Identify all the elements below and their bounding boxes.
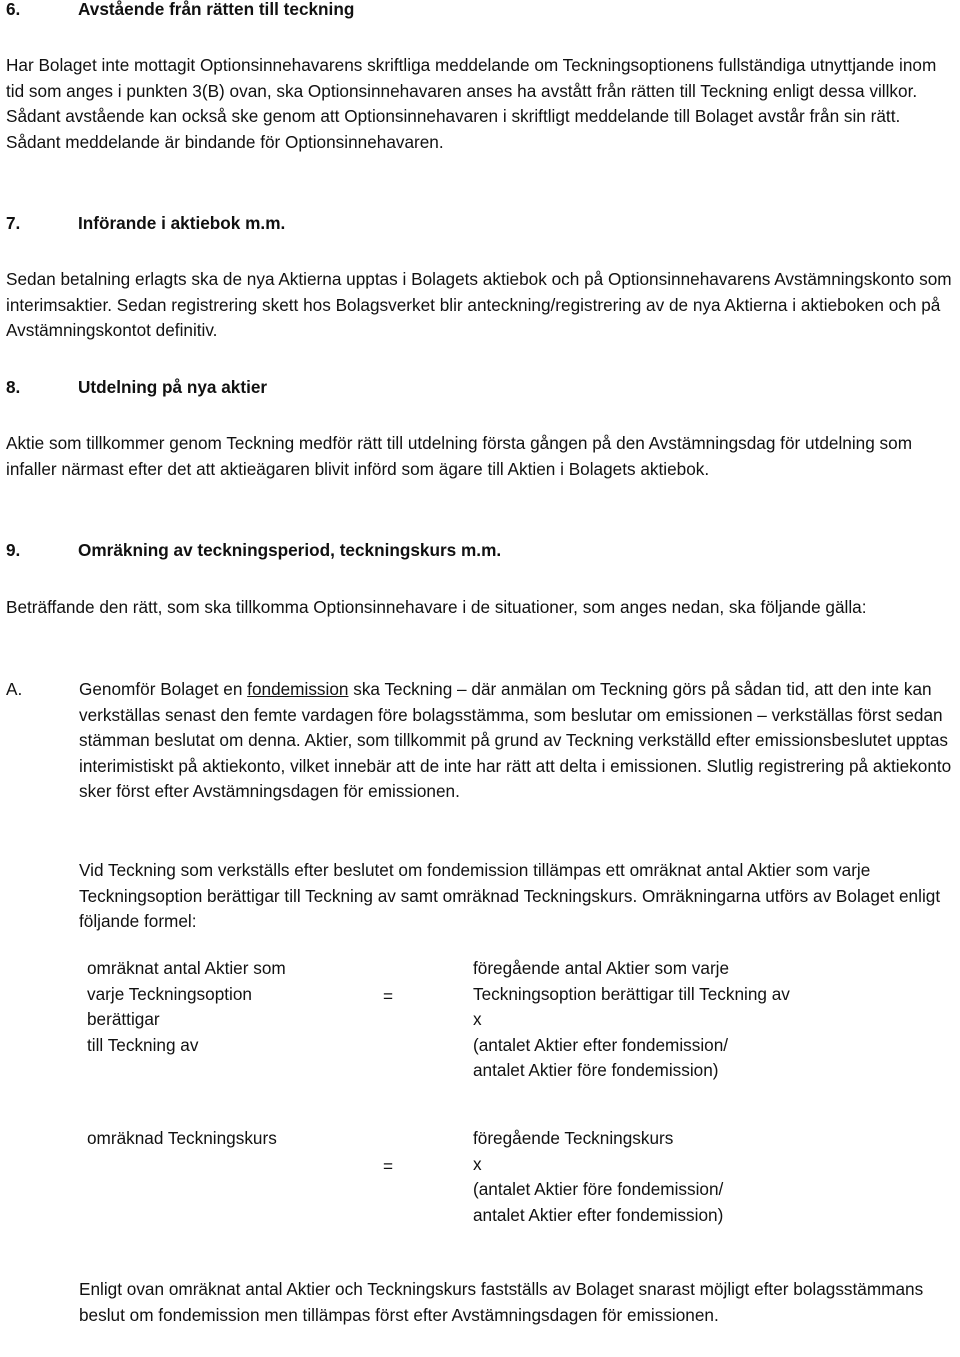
section-number: 9.: [6, 540, 21, 560]
section-6-heading: [6, 0, 354, 23]
formula-line: föregående Teckningskurs: [473, 1128, 674, 1148]
formula-2-equals: =: [383, 1156, 394, 1176]
formula-line: Teckningsoption berättigar till Teckning av: [473, 983, 790, 1004]
section-title: Omräkning av teckningsperiod, teckningskurs m.m.: [78, 540, 502, 560]
formula-line: x: [473, 1009, 482, 1029]
text-run: ska Teckning – där anmälan om Teckning görs på sådan tid, att den inte kan verkställas senast den femte vardagen före bolagsstämma, som beslutar om emissionen – verkställas först sedan stämman beslutat om denna. Aktier, som tillkommit på grund av Teckning verkställd efter emissionsbeslutet upptas interimistiskt på aktiekonto, vilket innebär att de inte har rätt att delta i emissionen. Slutlig registrering på aktiekonto sker först efter Avstämningsdagen för emissionen.: [79, 679, 952, 801]
section-number: 6.: [6, 0, 21, 19]
formula-1-left: [87, 956, 357, 1058]
item-a-paragraph-3: Enligt ovan omräknat antal Aktier och Teckningskurs fastställs av Bolaget snarast möjligt efter bolagsstämmans beslut om fondemission men tillämpas först efter Avstämningsdagen för emissionen.: [79, 1279, 924, 1325]
section-8-paragraph: Aktie som tillkommer genom Teckning medför rätt till utdelning första gången på den Avstämningsdag för utdelning som infaller närmast efter det att aktieägaren blivit införd som ägare till Aktien i Bolagets aktiebok.: [6, 433, 913, 479]
formula-2-left: [87, 1126, 357, 1152]
item-label: A.: [6, 679, 23, 699]
formula-line: antalet Aktier före fondemission): [473, 1060, 719, 1080]
item-a-paragraph-1: [79, 677, 956, 805]
section-title: Införande i aktiebok m.m.: [78, 213, 286, 233]
formula-line: föregående antal Aktier som varje: [473, 958, 730, 978]
section-title: Avstående från rätten till teckning: [78, 0, 355, 19]
section-7-heading: [6, 211, 285, 237]
formula-line: (antalet Aktier före fondemission/: [473, 1179, 724, 1199]
formula-line: x: [473, 1153, 482, 1174]
underlined-term: fondemission: [247, 679, 349, 699]
text-run: Genomför Bolaget en: [79, 679, 248, 699]
formula-1-equals: =: [383, 986, 394, 1006]
section-8-heading: [6, 375, 267, 401]
formula-line: till Teckning av: [87, 1034, 199, 1055]
formula-line: varje Teckningsoption: [87, 983, 252, 1004]
formula-1-right: [473, 956, 933, 1084]
section-9-intro: Beträffande den rätt, som ska tillkomma Optionsinnehavare i de situationer, som anges nedan, ska följande gälla:: [6, 597, 867, 617]
item-a-paragraph-2: Vid Teckning som verkställs efter beslutet om fondemission tillämpas ett omräknat antal Aktier som varje Teckningsoption berättigar till Teckning av samt omräknad Teckningskurs. Omräkningarna utförs av Bolaget enligt följande formel:: [79, 860, 941, 931]
formula-line: berättigar: [87, 1009, 160, 1029]
formula-line: omräknat antal Aktier som: [87, 958, 286, 978]
section-9-heading: [6, 538, 501, 564]
formula-line: omräknad Teckningskurs: [87, 1128, 277, 1148]
section-7-paragraph: Sedan betalning erlagts ska de nya Aktierna upptas i Bolagets aktiebok och på Optionsinnehavarens Avstämningskonto som interimsaktier. Sedan registrering skett hos Bolagsverket blir anteckning/registrering av de nya Aktierna i aktieboken och på Avstämningskontot definitiv.: [6, 269, 952, 340]
formula-2-right: [473, 1126, 933, 1228]
section-6-paragraph: Har Bolaget inte mottagit Optionsinnehavarens skriftliga meddelande om Teckningsoptionens fullständiga utnyttjande inom tid som anges i punkten 3(B) ovan, ska Optionsinnehavaren anses ha avstått från rätten till Teckning enligt dessa villkor. Sådant avstående kan också ske genom att Optionsinnehavaren i skriftligt meddelande till Bolaget avstår från sin rätt. Sådant meddelande är bindande för Optionsinnehavaren.: [6, 55, 937, 152]
section-number: 8.: [6, 377, 21, 397]
list-item-a: [6, 677, 954, 1357]
section-title: Utdelning på nya aktier: [78, 377, 268, 397]
formula-line: (antalet Aktier efter fondemission/: [473, 1034, 729, 1055]
formula-line: antalet Aktier efter fondemission): [473, 1204, 724, 1225]
section-number: 7.: [6, 213, 21, 233]
